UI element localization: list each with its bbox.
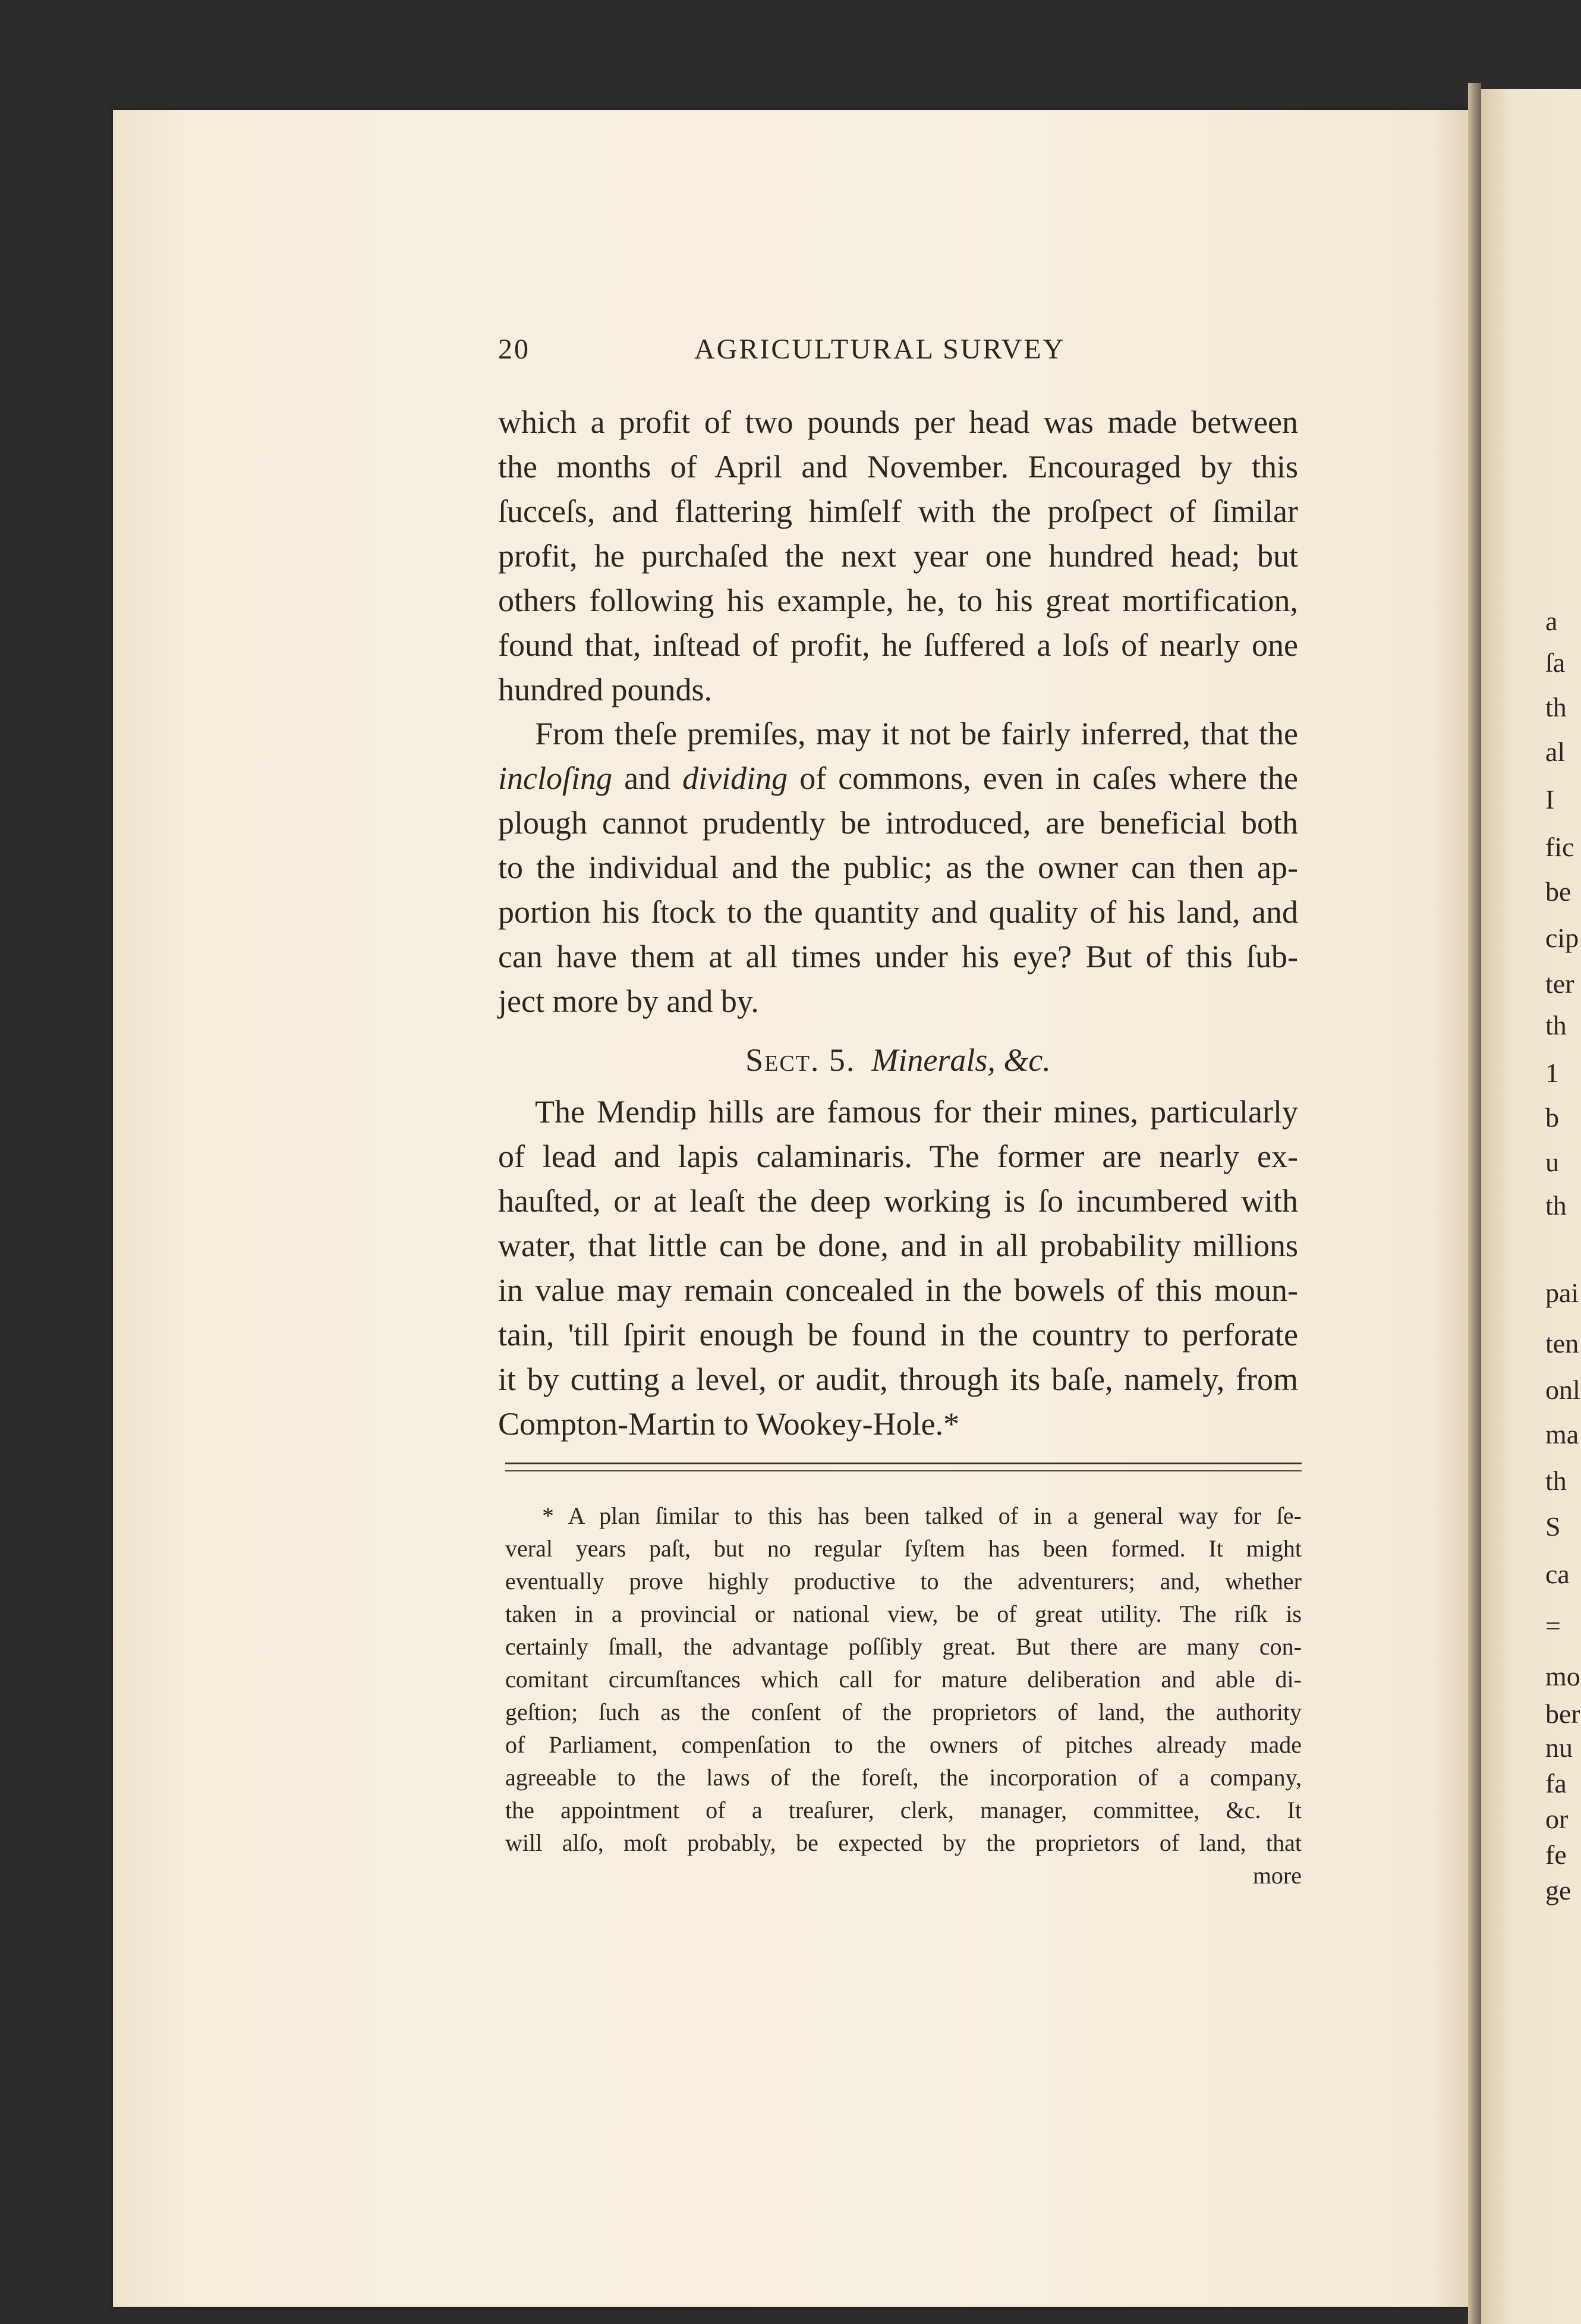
facing-page-fragment: or [1545,1804,1569,1834]
facing-page-fragment: th [1545,1190,1567,1221]
facing-page-fragment: be [1545,876,1571,907]
facing-page-fragment: ter [1545,968,1574,999]
footnote-rule [505,1463,1302,1471]
text-line [498,1179,1298,1224]
text-run: tain, 'till ſpirit enough be found in the country to perforate [498,1317,1298,1353]
facing-page-fragment: pai [1545,1278,1579,1308]
text-line [498,845,1298,890]
text-line [498,1313,1298,1357]
text-run: it by cutting a level, or audit, through its baſe, namely, from [498,1361,1298,1397]
text-run: and [612,760,683,796]
text-line [498,890,1298,935]
text-run: From theſe premiſes, may it not be fairly inferred, that the [535,716,1298,751]
facing-page-fragment: cip [1545,923,1579,953]
text-line [498,1402,1298,1446]
running-head: AGRICULTURAL SURVEY [694,334,1066,365]
facing-page-fragment: a [1545,606,1558,636]
text-line [498,1224,1298,1268]
facing-page-fragment: b [1545,1102,1559,1133]
text-run: others following his example, he, to his great mortification, [498,583,1298,618]
facing-page-fragment: ſa [1545,647,1566,678]
text-run: found that, inſtead of profit, he ſuffered a loſs of nearly one [498,627,1298,663]
text-run: to the individual and the public; as the owner can then ap- [498,850,1298,885]
paragraph-2 [498,712,1298,1024]
text-line [498,445,1298,489]
text-run: ſucceſs, and flattering himſelf with the proſpect of ſimilar [498,493,1298,529]
text-run: in value may remain concealed in the bowels of this moun- [498,1272,1298,1308]
facing-page-fragment: al [1545,737,1566,767]
facing-page-fragment: 1 [1545,1058,1559,1088]
footnote-line: * A plan ſimilar to this has been talked of in a general way for ſe- [542,1502,1302,1529]
footnote-line: agreeable to the laws of the foreſt, the incorporation of a company, [505,1764,1302,1791]
facing-page-fragment: I [1545,784,1555,814]
text-run: which a profit of two pounds per head was made between [498,404,1298,440]
text-line [498,1357,1298,1402]
text-line [498,979,1298,1024]
facing-page-fragment: fa [1545,1768,1567,1798]
footnote-line: eventually prove highly productive to the adventurers; and, whether [505,1568,1302,1595]
facing-page-fragment: onl [1545,1375,1580,1405]
facing-page-fragment: fe [1545,1839,1567,1870]
text-line [498,756,1298,801]
text-run: Compton-Martin to Wookey-Hole.* [498,1406,960,1442]
facing-page-fragment: ten [1545,1328,1579,1358]
facing-page-fragment: ca [1545,1559,1570,1589]
footnote-line: will alſo, moſt probably, be expected by the proprietors of land, that [505,1829,1302,1856]
text-line [498,668,1298,712]
text-line [498,1134,1298,1179]
text-line [498,578,1298,623]
text-run: water, that little can be done, and in all probability millions [498,1228,1298,1263]
facing-page-fragment: nu [1545,1732,1573,1763]
text-run: the months of April and November. Encouraged by this [498,449,1298,485]
section-title: Minerals, &c. [871,1042,1051,1078]
footnote-line: the appointment of a treaſurer, clerk, manager, committee, &c. It [505,1797,1302,1823]
paragraph-1 [498,400,1298,712]
section-heading [498,1038,1298,1083]
page-header [498,333,1298,371]
facing-page-fragment: fic [1545,832,1574,862]
text-line [498,1268,1298,1313]
footnote-line: geſtion; ſuch as the conſent of the proprietors of land, the authority [505,1699,1302,1725]
text-run: hauſted, or at leaſt the deep working is ſo incumbered with [498,1183,1298,1219]
book-gutter [1468,83,1481,2324]
text-run: profit, he purchaſed the next year one hundred head; but [498,538,1298,574]
footnote-line: certainly ſmall, the advantage poſſibly great. But there are many con- [505,1633,1302,1660]
text-run: of lead and lapis calaminaris. The former are nearly ex- [498,1139,1298,1174]
facing-page-fragment: th [1545,1010,1567,1040]
text-run: portion his ſtock to the quantity and quality of his land, and [498,894,1298,930]
text-run: hundred pounds. [498,672,712,707]
paragraph-3 [498,1090,1298,1446]
italic-text: incloſing [498,760,612,796]
text-line [498,935,1298,979]
text-run: ject more by and by. [498,983,759,1019]
text-line [498,623,1298,668]
facing-page-fragment: = [1545,1611,1561,1641]
facing-page-fragment: u [1545,1147,1559,1177]
text-line [498,534,1298,578]
text-line [498,801,1298,845]
facing-page-fragment: mo [1545,1661,1580,1691]
facing-page-fragment: S [1545,1511,1561,1542]
text-run: plough cannot prudently be introduced, are beneficial both [498,805,1298,841]
text-line [498,489,1298,534]
facing-page-fragment: ma [1545,1419,1579,1449]
catchword: more [1252,1862,1302,1889]
text-run: The Mendip hills are famous for their mines, particularly [535,1094,1298,1130]
text-line [498,712,1298,756]
italic-text: dividing [682,760,788,796]
section-label: Sect. 5. [745,1042,856,1078]
facing-page-fragment: th [1545,692,1567,722]
text-line [498,1090,1298,1134]
footnote-line: of Parliament, compenſation to the owners of pitches already made [505,1731,1302,1758]
footnote-line: veral years paſt, but no regular ſyſtem has been formed. It might [505,1535,1302,1562]
facing-page-fragment: th [1545,1466,1567,1496]
text-line [498,400,1298,445]
text-run: of commons, even in caſes where the [788,760,1298,796]
footnote [505,1499,1302,1892]
facing-page-fragment: ber [1545,1699,1580,1729]
text-run: can have them at all times under his eye? But of this ſub- [498,939,1298,974]
footnote-line: taken in a provincial or national view, be of great utility. The riſk is [505,1600,1302,1627]
footnote-line: comitant circumſtances which call for mature deliberation and able di- [505,1666,1302,1693]
facing-page-fragment: ge [1545,1875,1571,1905]
page-number: 20 [498,334,530,365]
